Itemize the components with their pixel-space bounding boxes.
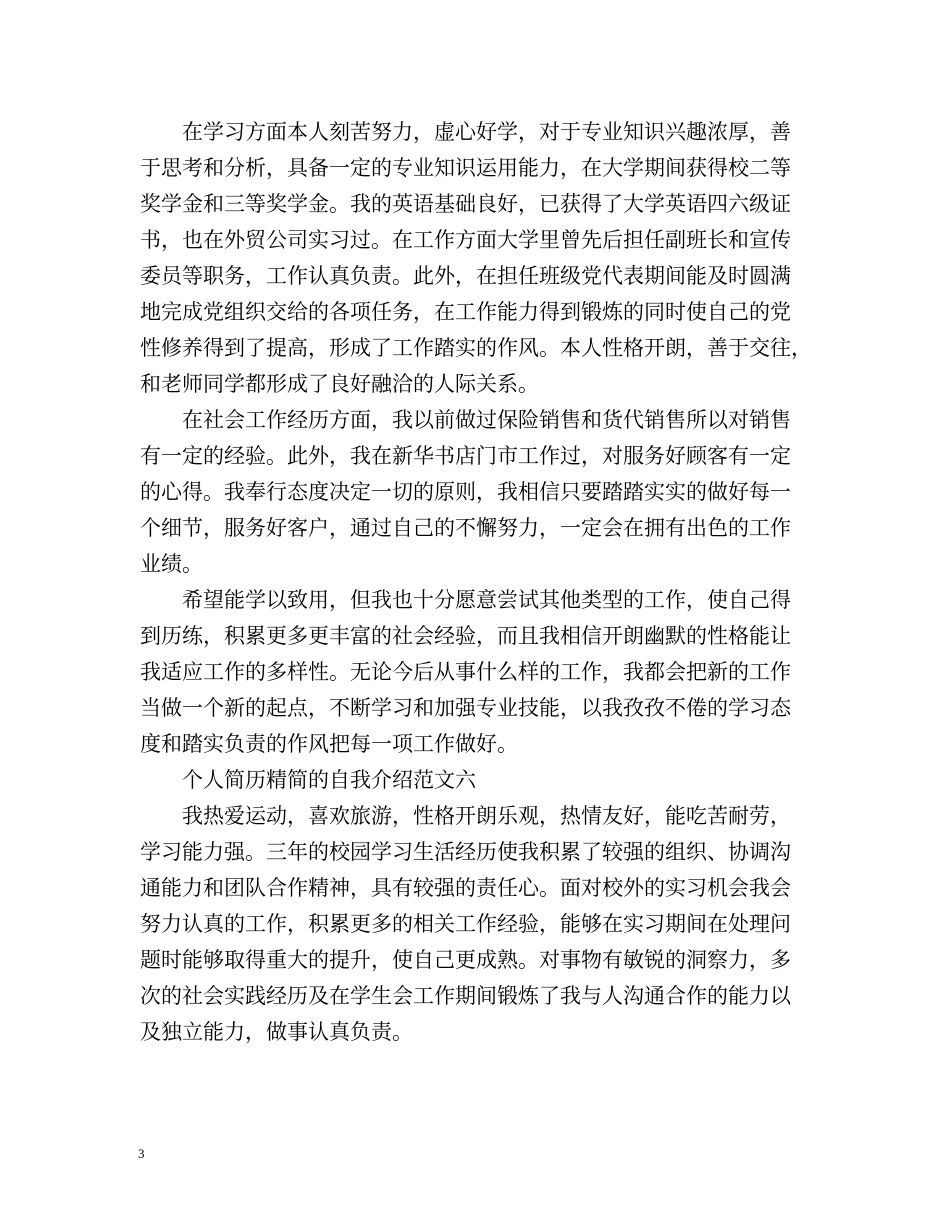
paragraph-3-line-5: 度和踏实负责的作风把每一项工作做好。 xyxy=(140,732,518,756)
paragraph-2-line-2: 有一定的经验。此外，我在新华书店门市工作过，对服务好顾客有一定 xyxy=(140,444,791,468)
paragraph-1-line-8: 和老师同学都形成了良好融洽的人际关系。 xyxy=(140,372,539,396)
paragraph-5-line-1: 我热爱运动，喜欢旅游，性格开朗乐观，热情友好，能吃苦耐劳， xyxy=(182,804,791,828)
paragraph-3-line-2: 到历练，积累更多更丰富的社会经验，而且我相信开朗幽默的性格能让 xyxy=(140,624,791,648)
page-number: 3 xyxy=(138,1146,145,1161)
paragraph-5-line-6: 次的社会实践经历及在学生会工作期间锻炼了我与人沟通合作的能力以 xyxy=(140,984,791,1008)
paragraph-2-line-1: 在社会工作经历方面，我以前做过保险销售和货代销售所以对销售 xyxy=(182,408,791,432)
paragraph-2-line-5: 业绩。 xyxy=(140,552,203,576)
paragraph-5-line-7: 及独立能力，做事认真负责。 xyxy=(140,1020,413,1044)
paragraph-1-line-5: 委员等职务，工作认真负责。此外，在担任班级党代表期间能及时圆满 xyxy=(140,264,791,288)
paragraph-3-line-3: 我适应工作的多样性。无论今后从事什么样的工作，我都会把新的工作 xyxy=(140,660,791,684)
paragraph-1-line-2: 于思考和分析，具备一定的专业知识运用能力，在大学期间获得校二等 xyxy=(140,156,791,180)
section-heading: 个人简历精简的自我介绍范文六 xyxy=(182,768,476,792)
paragraph-2-line-3: 的心得。我奉行态度决定一切的原则，我相信只要踏踏实实的做好每一 xyxy=(140,480,791,504)
paragraph-3-line-1: 希望能学以致用，但我也十分愿意尝试其他类型的工作，使自己得 xyxy=(182,588,791,612)
paragraph-1-line-6: 地完成党组织交给的各项任务，在工作能力得到锻炼的同时使自己的党 xyxy=(140,300,791,324)
paragraph-2-line-4: 个细节，服务好客户，通过自己的不懈努力，一定会在拥有出色的工作 xyxy=(140,516,791,540)
paragraph-1-line-4: 书，也在外贸公司实习过。在工作方面大学里曾先后担任副班长和宣传 xyxy=(140,228,791,252)
paragraph-3-line-4: 当做一个新的起点，不断学习和加强专业技能，以我孜孜不倦的学习态 xyxy=(140,696,791,720)
paragraph-5-line-3: 通能力和团队合作精神，具有较强的责任心。面对校外的实习机会我会 xyxy=(140,876,791,900)
paragraph-1-line-1: 在学习方面本人刻苦努力，虚心好学，对于专业知识兴趣浓厚，善 xyxy=(182,120,791,144)
paragraph-1-line-3: 奖学金和三等奖学金。我的英语基础良好，已获得了大学英语四六级证 xyxy=(140,192,791,216)
paragraph-1-line-7: 性修养得到了提高，形成了工作踏实的作风。本人性格开朗，善于交往， xyxy=(140,336,812,360)
paragraph-5-line-5: 题时能够取得重大的提升，使自己更成熟。对事物有敏锐的洞察力，多 xyxy=(140,948,791,972)
paragraph-5-line-2: 学习能力强。三年的校园学习生活经历使我积累了较强的组织、协调沟 xyxy=(140,840,791,864)
paragraph-5-line-4: 努力认真的工作，积累更多的相关工作经验，能够在实习期间在处理问 xyxy=(140,912,791,936)
